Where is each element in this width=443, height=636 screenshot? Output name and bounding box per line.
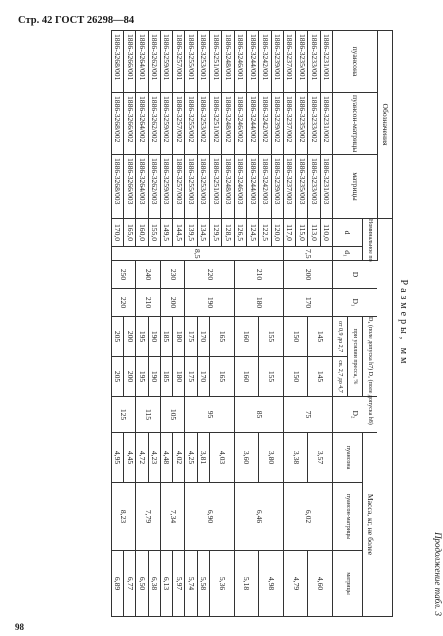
nominal-d: 124,5 xyxy=(246,219,258,247)
punch-code: 1886-3255/001 xyxy=(185,31,197,93)
header-mass: Масса, кг, не более xyxy=(363,433,378,617)
mass-die-value: 5,18 xyxy=(234,551,259,617)
table-continuation-caption: Продолжение табл. 3 xyxy=(433,532,443,616)
punch-code: 1886-3257/001 xyxy=(173,31,185,93)
punch-code: 1886-3266/001 xyxy=(123,31,135,93)
punch-die-code: 1886-3257/002 xyxy=(173,93,185,155)
mass-punch-value: 3,38 xyxy=(283,433,308,483)
nominal-d: 113,0 xyxy=(308,219,320,247)
nominal-d: 110,0 xyxy=(320,219,332,247)
size-D2: 105 xyxy=(160,397,185,433)
punch-code: 1886-3251/001 xyxy=(210,31,222,93)
header-D1: D₁ xyxy=(333,289,378,317)
punch-die-code: 1886-3246/002 xyxy=(234,93,246,155)
header-mass-die: матрицы xyxy=(333,551,363,617)
size-D: 210 xyxy=(234,261,283,289)
press-low-value: 150 xyxy=(283,317,308,357)
mass-die-value: 5,74 xyxy=(185,551,197,617)
mass-punch-die-value: 8,23 xyxy=(111,483,136,551)
punch-code: 1886-3264/001 xyxy=(136,31,148,93)
punch-code: 1886-3231/001 xyxy=(320,31,332,93)
punch-die-code: 1886-3248/002 xyxy=(222,93,234,155)
size-D2: 115 xyxy=(136,397,161,433)
size-D2: 75 xyxy=(283,397,332,433)
mass-punch-value: 3,80 xyxy=(259,433,284,483)
nominal-d: 155,0 xyxy=(148,219,160,247)
mass-punch-value: 4,02 xyxy=(173,433,185,483)
press-high-value: 190 xyxy=(148,357,160,397)
punch-die-code: 1886-3233/002 xyxy=(308,93,320,155)
size-D2: 125 xyxy=(111,397,136,433)
press-low-value: 205 xyxy=(111,317,123,357)
mass-punch-die-value: 6,02 xyxy=(283,483,332,551)
mass-punch-value: 4,48 xyxy=(160,433,172,483)
header-mass-punch: пуансона xyxy=(333,433,363,483)
punch-die-code: 1886-3253/002 xyxy=(197,93,209,155)
die-code: 1886-3264/003 xyxy=(136,155,148,219)
punch-code: 1886-3237/001 xyxy=(283,31,295,93)
header-mass-punch-die: пуансон-матрицы xyxy=(333,483,363,551)
punch-die-code: 1886-3231/002 xyxy=(320,93,332,155)
mass-punch-value: 4,95 xyxy=(111,433,123,483)
punch-code: 1886-3244/001 xyxy=(246,31,258,93)
press-high-value: 165 xyxy=(210,357,235,397)
mass-punch-value: 3,60 xyxy=(234,433,259,483)
press-low-value: 145 xyxy=(308,317,333,357)
mass-die-value: 5,36 xyxy=(210,551,235,617)
press-low-value: 195 xyxy=(136,317,148,357)
die-code: 1886-3242/003 xyxy=(259,155,271,219)
nominal-d1: 8,5 xyxy=(111,247,283,261)
press-high-value: 200 xyxy=(123,357,135,397)
nominal-d: 165,0 xyxy=(123,219,135,247)
punch-die-code: 1886-3237/002 xyxy=(283,93,295,155)
size-D: 240 xyxy=(136,261,161,289)
punch-code: 1886-3262/001 xyxy=(148,31,160,93)
header-d: d xyxy=(333,219,363,247)
press-low-value: 185 xyxy=(160,317,172,357)
press-high-value: 150 xyxy=(283,357,308,397)
nominal-d: 115,0 xyxy=(296,219,308,247)
nominal-d: 160,0 xyxy=(136,219,148,247)
press-high-value: 185 xyxy=(160,357,172,397)
punch-code: 1886-3235/001 xyxy=(296,31,308,93)
mass-punch-die-value: 7,34 xyxy=(160,483,185,551)
header-d1: d₁ xyxy=(333,247,363,261)
punch-die-code: 1886-3235/002 xyxy=(296,93,308,155)
rotated-table-block xyxy=(113,30,443,616)
punch-die-code: 1886-3255/002 xyxy=(185,93,197,155)
header-sizes-spacer xyxy=(378,219,393,617)
punch-die-code: 1886-3251/002 xyxy=(210,93,222,155)
nominal-d: 139,5 xyxy=(185,219,197,247)
mass-punch-value: 3,57 xyxy=(308,433,333,483)
die-code: 1886-3259/003 xyxy=(160,155,172,219)
die-code: 1886-3266/003 xyxy=(123,155,135,219)
mass-punch-value: 4,25 xyxy=(185,433,197,483)
press-high-value: 195 xyxy=(136,357,148,397)
die-code: 1886-3239/003 xyxy=(271,155,283,219)
table-row xyxy=(222,31,234,617)
header-D: D xyxy=(333,261,378,289)
punch-code: 1886-3253/001 xyxy=(197,31,209,93)
size-D: 220 xyxy=(185,261,234,289)
press-low-value: 170 xyxy=(197,317,209,357)
mass-punch-die-value: 6,90 xyxy=(185,483,234,551)
die-code: 1886-3262/003 xyxy=(148,155,160,219)
size-D2: 95 xyxy=(185,397,234,433)
press-low-value: 175 xyxy=(185,317,197,357)
nominal-d: 149,5 xyxy=(160,219,172,247)
size-D1: 200 xyxy=(160,289,185,317)
table-row xyxy=(271,31,283,617)
header-nominal-size: Номинальное по xyxy=(363,219,378,261)
header-punch: пуансона xyxy=(333,31,378,93)
die-code: 1886-3253/003 xyxy=(197,155,209,219)
size-D1: 180 xyxy=(234,289,283,317)
punch-die-code: 1886-3268/002 xyxy=(111,93,123,155)
punch-code: 1886-3242/001 xyxy=(259,31,271,93)
mass-punch-value: 3,81 xyxy=(197,433,209,483)
nominal-d: 117,0 xyxy=(283,219,295,247)
press-high-value: 180 xyxy=(173,357,185,397)
die-code: 1886-3237/003 xyxy=(283,155,295,219)
size-D1: 220 xyxy=(111,289,136,317)
size-D2: 85 xyxy=(234,397,283,433)
mass-punch-die-value: 6,46 xyxy=(234,483,283,551)
table-row xyxy=(320,31,332,617)
table-row xyxy=(148,31,160,617)
mass-die-value: 4,60 xyxy=(308,551,333,617)
mass-die-value: 6,50 xyxy=(136,551,148,617)
nominal-d: 144,5 xyxy=(173,219,185,247)
size-D1: 210 xyxy=(136,289,161,317)
press-high-value: 155 xyxy=(259,357,284,397)
nominal-d: 122,5 xyxy=(259,219,271,247)
die-code: 1886-3233/003 xyxy=(308,155,320,219)
nominal-d: 126,5 xyxy=(234,219,246,247)
die-code: 1886-3251/003 xyxy=(210,155,222,219)
punch-die-code: 1886-3264/002 xyxy=(136,93,148,155)
press-high-value: 145 xyxy=(308,357,333,397)
mass-punch-value: 4,23 xyxy=(148,433,160,483)
mass-punch-value: 4,72 xyxy=(136,433,148,483)
nominal-d: 120,0 xyxy=(271,219,283,247)
size-D1: 190 xyxy=(185,289,234,317)
mass-die-value: 6,89 xyxy=(111,551,123,617)
press-low-value: 155 xyxy=(259,317,284,357)
die-code: 1886-3246/003 xyxy=(234,155,246,219)
mass-die-value: 6,38 xyxy=(148,551,160,617)
punch-code: 1886-3246/001 xyxy=(234,31,246,93)
header-punch-die: пуансон-матрицы xyxy=(333,93,378,155)
header-D2: D₂ xyxy=(333,397,378,433)
nominal-d: 128,5 xyxy=(222,219,234,247)
mass-die-value: 5,97 xyxy=(173,551,185,617)
table-title: Размеры, мм xyxy=(398,279,409,367)
die-code: 1886-3231/003 xyxy=(320,155,332,219)
punch-die-code: 1886-3239/002 xyxy=(271,93,283,155)
punch-die-code: 1886-3262/002 xyxy=(148,93,160,155)
die-code: 1886-3268/003 xyxy=(111,155,123,219)
mass-die-value: 6,77 xyxy=(123,551,135,617)
mass-punch-value: 4,03 xyxy=(210,433,235,483)
table-row xyxy=(123,31,135,617)
punch-code: 1886-3248/001 xyxy=(222,31,234,93)
nominal-d: 129,5 xyxy=(210,219,222,247)
nominal-d: 170,0 xyxy=(111,219,123,247)
header-range-low: от 0,9 до 2,7 xyxy=(333,317,348,357)
page-number: 98 xyxy=(15,622,24,632)
press-high-value: 175 xyxy=(185,357,197,397)
size-D: 250 xyxy=(111,261,136,289)
page-header: Стр. 42 ГОСТ 26298—84 xyxy=(18,15,135,26)
punch-die-code: 1886-3266/002 xyxy=(123,93,135,155)
mass-die-value: 6,13 xyxy=(160,551,172,617)
press-high-value: 160 xyxy=(234,357,259,397)
punch-die-code: 1886-3244/002 xyxy=(246,93,258,155)
size-D1: 170 xyxy=(283,289,332,317)
mass-die-value: 4,79 xyxy=(283,551,308,617)
die-code: 1886-3257/003 xyxy=(173,155,185,219)
punch-die-code: 1886-3259/002 xyxy=(160,93,172,155)
press-low-value: 200 xyxy=(123,317,135,357)
table-row xyxy=(173,31,185,617)
mass-punch-die-value: 7,79 xyxy=(136,483,161,551)
punch-code: 1886-3233/001 xyxy=(308,31,320,93)
press-low-value: 165 xyxy=(210,317,235,357)
header-range-high: св. 2,7 до 4,7 xyxy=(333,357,348,397)
die-code: 1886-3244/003 xyxy=(246,155,258,219)
press-low-value: 180 xyxy=(173,317,185,357)
press-low-value: 190 xyxy=(148,317,160,357)
press-high-value: 170 xyxy=(197,357,209,397)
punch-code: 1886-3259/001 xyxy=(160,31,172,93)
punch-die-code: 1886-3242/002 xyxy=(259,93,271,155)
press-low-value: 160 xyxy=(234,317,259,357)
header-press-setting: при усилии пресса, % xyxy=(348,317,363,397)
nominal-d: 134,5 xyxy=(197,219,209,247)
nominal-d1: 7,5 xyxy=(283,247,332,261)
die-code: 1886-3235/003 xyxy=(296,155,308,219)
punch-code: 1886-3268/001 xyxy=(111,31,123,93)
mass-punch-value: 4,45 xyxy=(123,433,135,483)
size-D: 230 xyxy=(160,261,185,289)
dimensions-table xyxy=(111,30,393,617)
die-code: 1886-3255/003 xyxy=(185,155,197,219)
header-designation: Обозначения xyxy=(378,31,393,219)
mass-die-value: 5,58 xyxy=(197,551,209,617)
size-D: 200 xyxy=(283,261,332,289)
header-die: матрицы xyxy=(333,155,378,219)
punch-code: 1886-3239/001 xyxy=(271,31,283,93)
die-code: 1886-3248/003 xyxy=(222,155,234,219)
header-Dd-range: D₄ (поле допуска h7) D₂ (поле допуска h8) xyxy=(363,317,378,397)
press-high-value: 205 xyxy=(111,357,123,397)
mass-die-value: 4,98 xyxy=(259,551,284,617)
